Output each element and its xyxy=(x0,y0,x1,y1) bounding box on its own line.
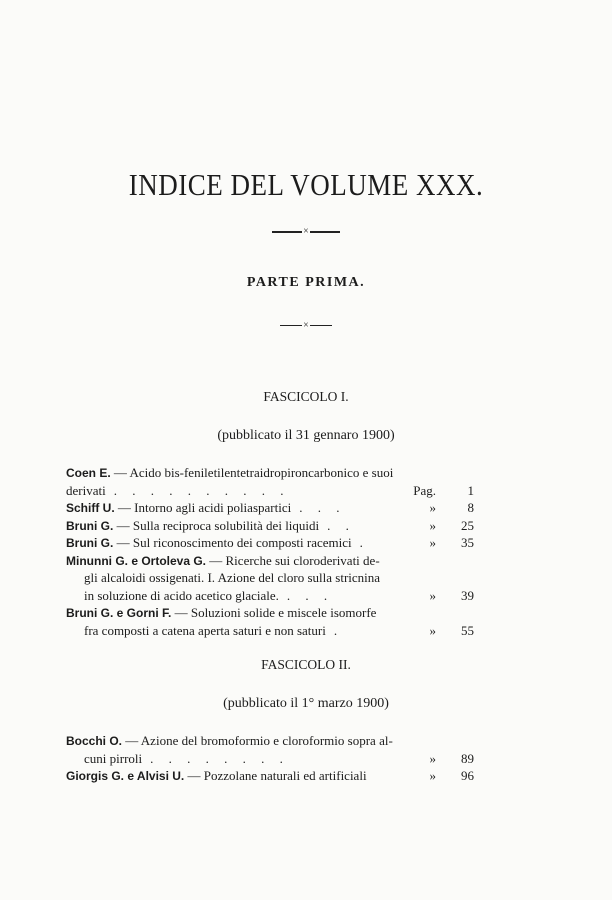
page-number: 35 xyxy=(461,535,474,550)
entry-title-text: in soluzione di acido acetico glaciale. xyxy=(84,587,279,603)
index-line-text xyxy=(84,750,289,768)
index-line xyxy=(66,767,474,785)
fascicolo-2-heading: FASCICOLO II. xyxy=(261,657,351,672)
author-name: Schiff U. xyxy=(66,501,115,515)
page-number: 8 xyxy=(467,500,474,515)
ornament-divider-1: × xyxy=(0,226,612,236)
index-line-text xyxy=(66,732,393,751)
page-marker: » xyxy=(429,535,436,550)
index-line xyxy=(66,464,470,482)
author-name: Bruni G. e Gorni F. xyxy=(66,606,172,620)
index-line-text xyxy=(66,517,355,536)
leader-dots: . . . . . . . . . . xyxy=(113,482,290,498)
index-line xyxy=(66,604,470,622)
index-line xyxy=(66,569,470,587)
fascicolo-1-published: (pubblicato il 31 gennaro 1900) xyxy=(217,428,395,443)
entry-title-text: — Azione del bromoformio e cloroformio sopra al- xyxy=(122,733,393,748)
page-number: 39 xyxy=(461,587,474,603)
ornament-divider-2: × xyxy=(0,320,612,330)
page-number: 1 xyxy=(467,482,474,498)
index-line xyxy=(66,499,474,517)
entry-title-text: — Acido bis-feniletilentetraidropironcarbonico e suoi xyxy=(110,465,394,480)
index-line xyxy=(66,732,470,750)
index-line xyxy=(66,517,474,535)
author-name: Coen E. xyxy=(66,466,111,480)
page-marker: » xyxy=(429,622,436,638)
entry-title-text: — Ricerche sui cloroderivati de- xyxy=(206,552,380,568)
leader-dots: . . . . . . . . xyxy=(150,750,289,766)
page-number: 89 xyxy=(461,750,474,766)
author-name: Bruni G. xyxy=(66,536,114,550)
page-number: 55 xyxy=(461,622,474,638)
index-line-text xyxy=(84,587,333,605)
page-marker: » xyxy=(429,500,436,515)
entry-title-text: — Intorno agli acidi poliaspartici xyxy=(114,500,292,515)
page-number: 25 xyxy=(461,517,474,533)
fascicolo-2-entries xyxy=(66,732,474,785)
entry-title-text: — Sulla reciproca solubilità dei liquidi xyxy=(113,517,320,533)
index-line-text xyxy=(84,569,380,587)
index-line-text xyxy=(66,552,380,571)
fascicolo-1-entries xyxy=(66,464,474,639)
index-line xyxy=(66,482,474,500)
index-line-text xyxy=(66,534,369,553)
leader-dots: . xyxy=(359,535,369,550)
page-title: INDICE DEL VOLUME XXX. xyxy=(128,168,484,202)
index-line-text xyxy=(66,464,393,483)
fascicolo-1-heading: FASCICOLO I. xyxy=(263,389,349,404)
index-line-text xyxy=(66,499,345,518)
entry-title-text: — Pozzolane naturali ed artificiali xyxy=(184,768,367,783)
entry-title-text: — Sul riconoscimento dei composti racemici xyxy=(113,535,352,550)
entry-title-text: derivati xyxy=(66,482,106,498)
index-line xyxy=(66,750,474,768)
index-line xyxy=(66,534,474,552)
index-line-text xyxy=(66,604,376,623)
part-title: PARTE PRIMA. xyxy=(246,275,366,290)
leader-dots: . xyxy=(333,622,344,638)
author-name: Bocchi O. xyxy=(66,734,123,748)
leader-dots: . . . xyxy=(299,500,346,515)
entry-title-text: cuni pirroli xyxy=(84,750,143,766)
page-marker: » xyxy=(429,587,436,603)
index-line-text xyxy=(66,482,289,500)
entry-title-text: — Soluzioni solide e miscele isomorfe xyxy=(171,605,377,620)
index-line xyxy=(66,587,474,605)
author-name: Giorgis G. e Alvisi U. xyxy=(66,769,185,783)
index-line-text xyxy=(84,622,343,640)
index-line xyxy=(66,552,470,570)
author-name: Minunni G. e Ortoleva G. xyxy=(66,553,207,568)
author-name: Bruni G. xyxy=(66,518,114,533)
page-marker: » xyxy=(429,768,436,783)
page-marker: » xyxy=(429,517,436,533)
leader-dots: . . xyxy=(327,517,355,533)
page-number: 96 xyxy=(461,768,474,783)
entry-title-text: fra composti a catena aperta saturi e non saturi xyxy=(84,622,326,638)
leader-dots: . . . xyxy=(286,587,334,603)
fascicolo-2-published: (pubblicato il 1° marzo 1900) xyxy=(223,696,389,711)
entry-title-text: gli alcaloidi ossigenati. I. Azione del cloro sulla stricnina xyxy=(84,570,381,585)
index-line-text xyxy=(66,767,367,786)
index-line xyxy=(66,622,474,640)
page-marker: » xyxy=(429,750,436,766)
page-marker: Pag. xyxy=(413,482,436,498)
